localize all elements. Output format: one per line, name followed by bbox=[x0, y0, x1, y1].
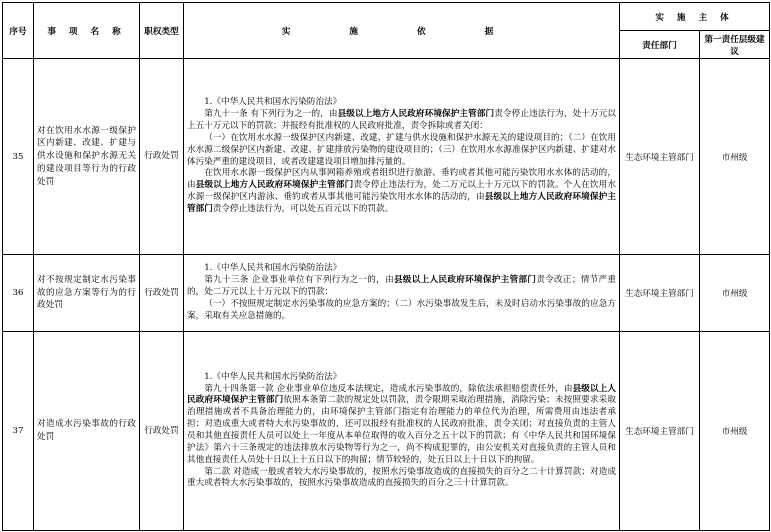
basis-text: 责令停止违法行为，处二万元以上十万元以下的罚款。个人在饮用水水源一级保护区内游泳、垂钓或者从事其他可能污染饮用水水体的活动的，由 bbox=[187, 180, 616, 203]
header-row bbox=[3, 3, 770, 31]
law-title: 1.《中华人民共和国水污染防治法》 bbox=[204, 97, 342, 108]
row-responsible-dept: 生态环境主管部门 bbox=[620, 332, 700, 531]
basis-paragraph: （一）不按照规定制定水污染事故的应急方案的；（二）水污染事故发生后，未及时启动水污染事故的应急方案，采取有关应急措施的。 bbox=[187, 298, 616, 321]
authority-highlight: 县级以上地方人民政府环境保护主管部门 bbox=[337, 109, 495, 120]
power-list-table bbox=[2, 2, 770, 531]
law-title: 1.《中华人民共和国水污染防治法》 bbox=[204, 371, 342, 382]
header-power-type: 职权类型 bbox=[140, 3, 184, 59]
table-row bbox=[3, 255, 770, 332]
basis-text: 依照本条第二款的规定处以罚款，责令限期采取治理措施，消除污染；未按照要求采取治理措施或者不具备治理能力的，由环境保护主管部门指定有治理能力的单位代为治理，所需费用由违法者承担；对造成重大或者特大水污染事故的，还可以报经有批准权的人民政府批准，责令关闭；对直接负责的主管人员和其他直接责任人员可以处上一年度从本单位取得的收入百分之五十以下的罚款；有《中华人民共和国环境保护法》第六十三条规定的违法排放水污染物等行为之一，尚不构成犯罪的，由公安机关对直接负责的主管人员和其他直接责任人员处十日以上十五日以下的拘留；情节较轻的，处五日以上十日以下的拘留。 bbox=[187, 395, 616, 465]
basis-paragraph bbox=[187, 384, 616, 467]
row-legal-basis bbox=[184, 59, 620, 255]
basis-paragraph bbox=[187, 275, 616, 299]
basis-text: 在饮用水水源一级保护区内从事网箱养殖或者组织进行旅游、垂钓或者其他可能污染饮用水水体的活动的，由 bbox=[187, 168, 616, 191]
row-item-name: 对不按规定制定水污染事故的应急方案等行为的行政处罚 bbox=[34, 255, 140, 332]
authority-highlight: 县级以上人民政府环境保护主管部门 bbox=[187, 383, 616, 406]
row-legal-basis bbox=[184, 255, 620, 332]
row-responsible-dept: 生态环境主管部门 bbox=[620, 255, 700, 332]
authority-highlight: 县级以上地方人民政府环境保护主管部门 bbox=[187, 192, 616, 214]
basis-text: 第九十三条 企业事业单位有下列行为之一的，由 bbox=[204, 275, 394, 286]
basis-text: 责令改正；情节严重的，处二万元以上十万元以下的罚款： bbox=[187, 275, 616, 298]
row-power-type: 行政处罚 bbox=[140, 332, 184, 531]
table-row bbox=[3, 332, 770, 531]
row-responsible-dept: 生态环境主管部门 bbox=[620, 59, 700, 255]
row-number: 35 bbox=[3, 59, 34, 255]
row-level: 市州级 bbox=[700, 255, 770, 332]
header-legal-basis: 实 施 依 据 bbox=[184, 3, 620, 59]
row-item-name: 对造成水污染事故的行政处罚 bbox=[34, 332, 140, 531]
authority-highlight: 县级以上地方人民政府环境保护主管部门 bbox=[195, 180, 354, 191]
row-legal-basis bbox=[184, 332, 620, 531]
row-power-type: 行政处罚 bbox=[140, 255, 184, 332]
basis-text: 责令停止违法行为，可以处五百元以下的罚款。 bbox=[212, 203, 394, 214]
row-item-name: 对在饮用水水源一级保护区内新建、改建、扩建与供水设施和保护水源无关的建设项目等行为的行政处罚 bbox=[34, 59, 140, 255]
basis-paragraph: （一）在饮用水水源一级保护区内新建、改建、扩建与供水设施和保护水源无关的建设项目的；（二）在饮用水水源二级保护区内新建、改建、扩建排放污染物的建设项目的；（三）在饮用水水源准保护区内新建、扩建对水体污染严重的建设项目，或者改建建设项目增加排污量的。 bbox=[187, 132, 616, 167]
row-level: 市州级 bbox=[700, 59, 770, 255]
basis-text: 第九十四条第一款 企业事业单位违反本法规定，造成水污染事故的，除依法承担赔偿责任外，由 bbox=[204, 383, 573, 394]
table-row bbox=[3, 59, 770, 255]
row-number: 36 bbox=[3, 255, 34, 332]
row-power-type: 行政处罚 bbox=[140, 59, 184, 255]
basis-paragraph: 第二款 对造成一般或者较大水污染事故的，按照水污染事故造成的直接损失的百分之二十计算罚款；对造成重大或者特大水污染事故的，按照水污染事故造成的直接损失的百分之三十计算罚款。 bbox=[187, 466, 616, 489]
row-level: 市州级 bbox=[700, 332, 770, 531]
law-title: 1.《中华人民共和国水污染防治法》 bbox=[204, 263, 342, 274]
row-number: 37 bbox=[3, 332, 34, 531]
basis-text: 第九十一条 有下列行为之一的，由 bbox=[204, 109, 338, 120]
header-level-suggestion: 第一责任层级建议 bbox=[700, 31, 770, 59]
authority-highlight: 县级以上人民政府环境保护主管部门 bbox=[393, 275, 537, 286]
header-item-name: 事 项 名 称 bbox=[34, 3, 140, 59]
header-serial-number: 序号 bbox=[3, 3, 34, 59]
basis-paragraph bbox=[187, 109, 616, 133]
basis-text: 责令停止违法行为，处十万元以上五十万元以下的罚款；并报经有批准权的人民政府批准，责令拆除或者关闭： bbox=[187, 109, 616, 131]
header-responsible-dept: 责任部门 bbox=[620, 31, 700, 59]
header-implementing-subject: 实 施 主 体 bbox=[620, 3, 770, 31]
basis-paragraph bbox=[187, 168, 616, 215]
